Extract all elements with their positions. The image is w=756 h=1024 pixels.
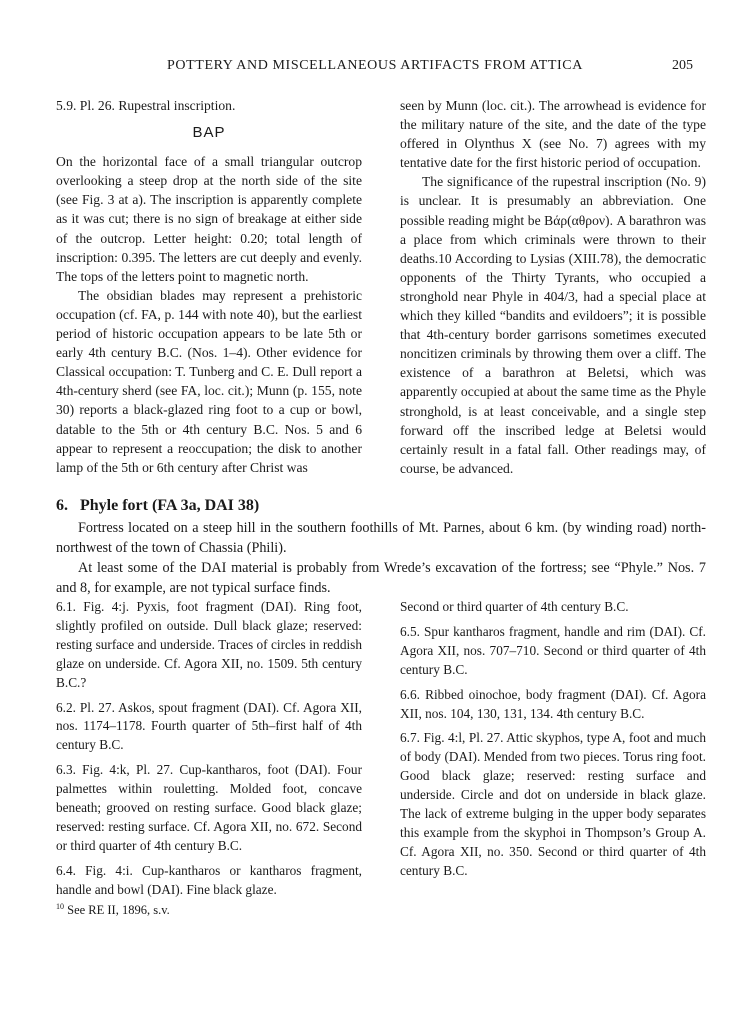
footnote — [56, 903, 170, 918]
entry-6-4: 6.4. Fig. 4:i. Cup-kantharos or kantharos fragment, handle and bowl (DAI). Fine black glaze. — [56, 862, 362, 897]
inscription-text: BAP — [192, 124, 226, 142]
left-column-top — [56, 96, 362, 477]
dai-note — [56, 558, 706, 598]
fortress-paragraph: Fortress located on a steep hill in the southern foothills of Mt. Parnes, about 6 km. (by winding road) north-northwest of the town of Chassia (Phili). — [56, 520, 706, 556]
entry-6-5: 6.5. Spur kantharos fragment, handle and rim (DAI). Cf. Agora XII, nos. 707–710. Second or third quarter of 4th century B.C. — [400, 623, 706, 677]
left-column-catalog — [56, 598, 362, 906]
dai-paragraph: At least some of the DAI material is probably from Wrede’s excavation of the fortress; see “Phyle.” Nos. 7 and 8, for example, are not typical surface finds. — [56, 560, 706, 596]
significance-paragraph: The significance of the rupestral inscription (No. 9) is unclear. It is presumably an abbreviation. One possible reading might be Βάρ(αθρον). A barathron was a place from which criminals were thrown to their deaths.10 According to Lysias (XIII.78), the democratic opponents of the Thirty Tyrants, who occupied a stronghold near Phyle in 404/3, had a special place at which they killed “bandits and evildoers”; it is possible that 4th-century border garrisons sometimes executed noncitizen criminals by throwing them over a cliff. The existence of a barathron at Beletsi, which was apparently occupied at about the same time as the Phyle stronghold, is at least conceivable, and a single step forward off the inscribed ledge at Beletsi would certainly result in a fatal fall. Other readings may, of course, be advanced. — [400, 174, 706, 476]
munn-paragraph: seen by Munn (loc. cit.). The arrowhead is evidence for the military nature of the site, and the date of the type offered in Olynthus X (see No. 7) agrees with my tentative date for the first historic period of occupation. — [400, 98, 706, 171]
entry-5-9: 5.9. Pl. 26. Rupestral inscription. — [56, 98, 236, 113]
inscription-description: On the horizontal face of a small triangular outcrop overlooking a steep drop at the north side of the site (see Fig. 3 at a). The inscription is apparently complete as it was cut; there is no sign of breakage at either side of the outcrop. Letter height: 0.20; total length of inscription: 0.395. The letters are cut deeply and evenly. The tops of the letters point to magnetic north. — [56, 154, 362, 284]
entry-6-4-continued: Second or third quarter of 4th century B.C. — [400, 599, 629, 614]
section-title: Phyle fort (FA 3a, DAI 38) — [80, 497, 260, 514]
entry-6-7: 6.7. Fig. 4:l, Pl. 27. Attic skyphos, type A, foot and much of body (DAI). Mended from two pieces. Torus ring foot. Good black glaze; reserved: resting surface and underside. Circle and dot on underside in black glaze. The lack of extreme bulging in the upper body separates this example from the skyphoi in Thompson’s Group A. Cf. Agora XII, no. 350. Second or third quarter of 4th century B.C. — [400, 730, 706, 878]
fortress-description — [56, 518, 706, 558]
running-title: POTTERY AND MISCELLANEOUS ARTIFACTS FROM ATTICA — [167, 58, 583, 73]
right-column-catalog — [400, 598, 706, 887]
right-column-top — [400, 96, 706, 478]
entry-6-3: 6.3. Fig. 4:k, Pl. 27. Cup-kantharos, foot (DAI). Four palmettes within rouletting. Molded foot, concave beneath; grooved on resting surface. Good black glaze; reserved: resting surface. Cf. Agora XII, no. 672. Second or third quarter of 4th century B.C. — [56, 762, 362, 853]
entry-6-6: 6.6. Ribbed oinochoe, body fragment (DAI). Cf. Agora XII, nos. 104, 130, 131, 134. 4th century B.C. — [400, 686, 706, 721]
page-number: 205 — [672, 58, 693, 73]
footnote-marker: 10 — [56, 901, 64, 911]
entry-6-2: 6.2. Pl. 27. Askos, spout fragment (DAI). Cf. Agora XII, nos. 1174–1178. Fourth quarter of 5th–first half of 4th century B.C. — [56, 699, 362, 753]
section-heading — [56, 497, 259, 515]
footnote-text: See RE II, 1896, s.v. — [67, 903, 170, 917]
occupation-paragraph: The obsidian blades may represent a prehistoric occupation (cf. FA, p. 144 with note 40), but the earliest period of historic occupation appears to be late 5th or early 4th century B.C. (Nos. 1–4). Other evidence for Classical occupation: T. Tunberg and C. E. Dull report a 4th-century sherd (see FA, loc. cit.); Munn (p. 155, note 30) reports a black-glazed ring foot to a cup or bowl, datable to the 5th or 4th century B.C. Nos. 5 and 6 appear to represent a reoccupation; the disk to another lamp of the 5th or 6th century after Christ was — [56, 287, 362, 475]
section-number: 6. — [56, 497, 68, 514]
entry-6-1: 6.1. Fig. 4:j. Pyxis, foot fragment (DAI). Ring foot, slightly profiled on outside. Dull black glaze; reserved: resting surface and underside. Traces of circles in reddish glaze on underside. Cf. Agora XII, no. 1509. 5th century B.C.? — [56, 599, 362, 690]
